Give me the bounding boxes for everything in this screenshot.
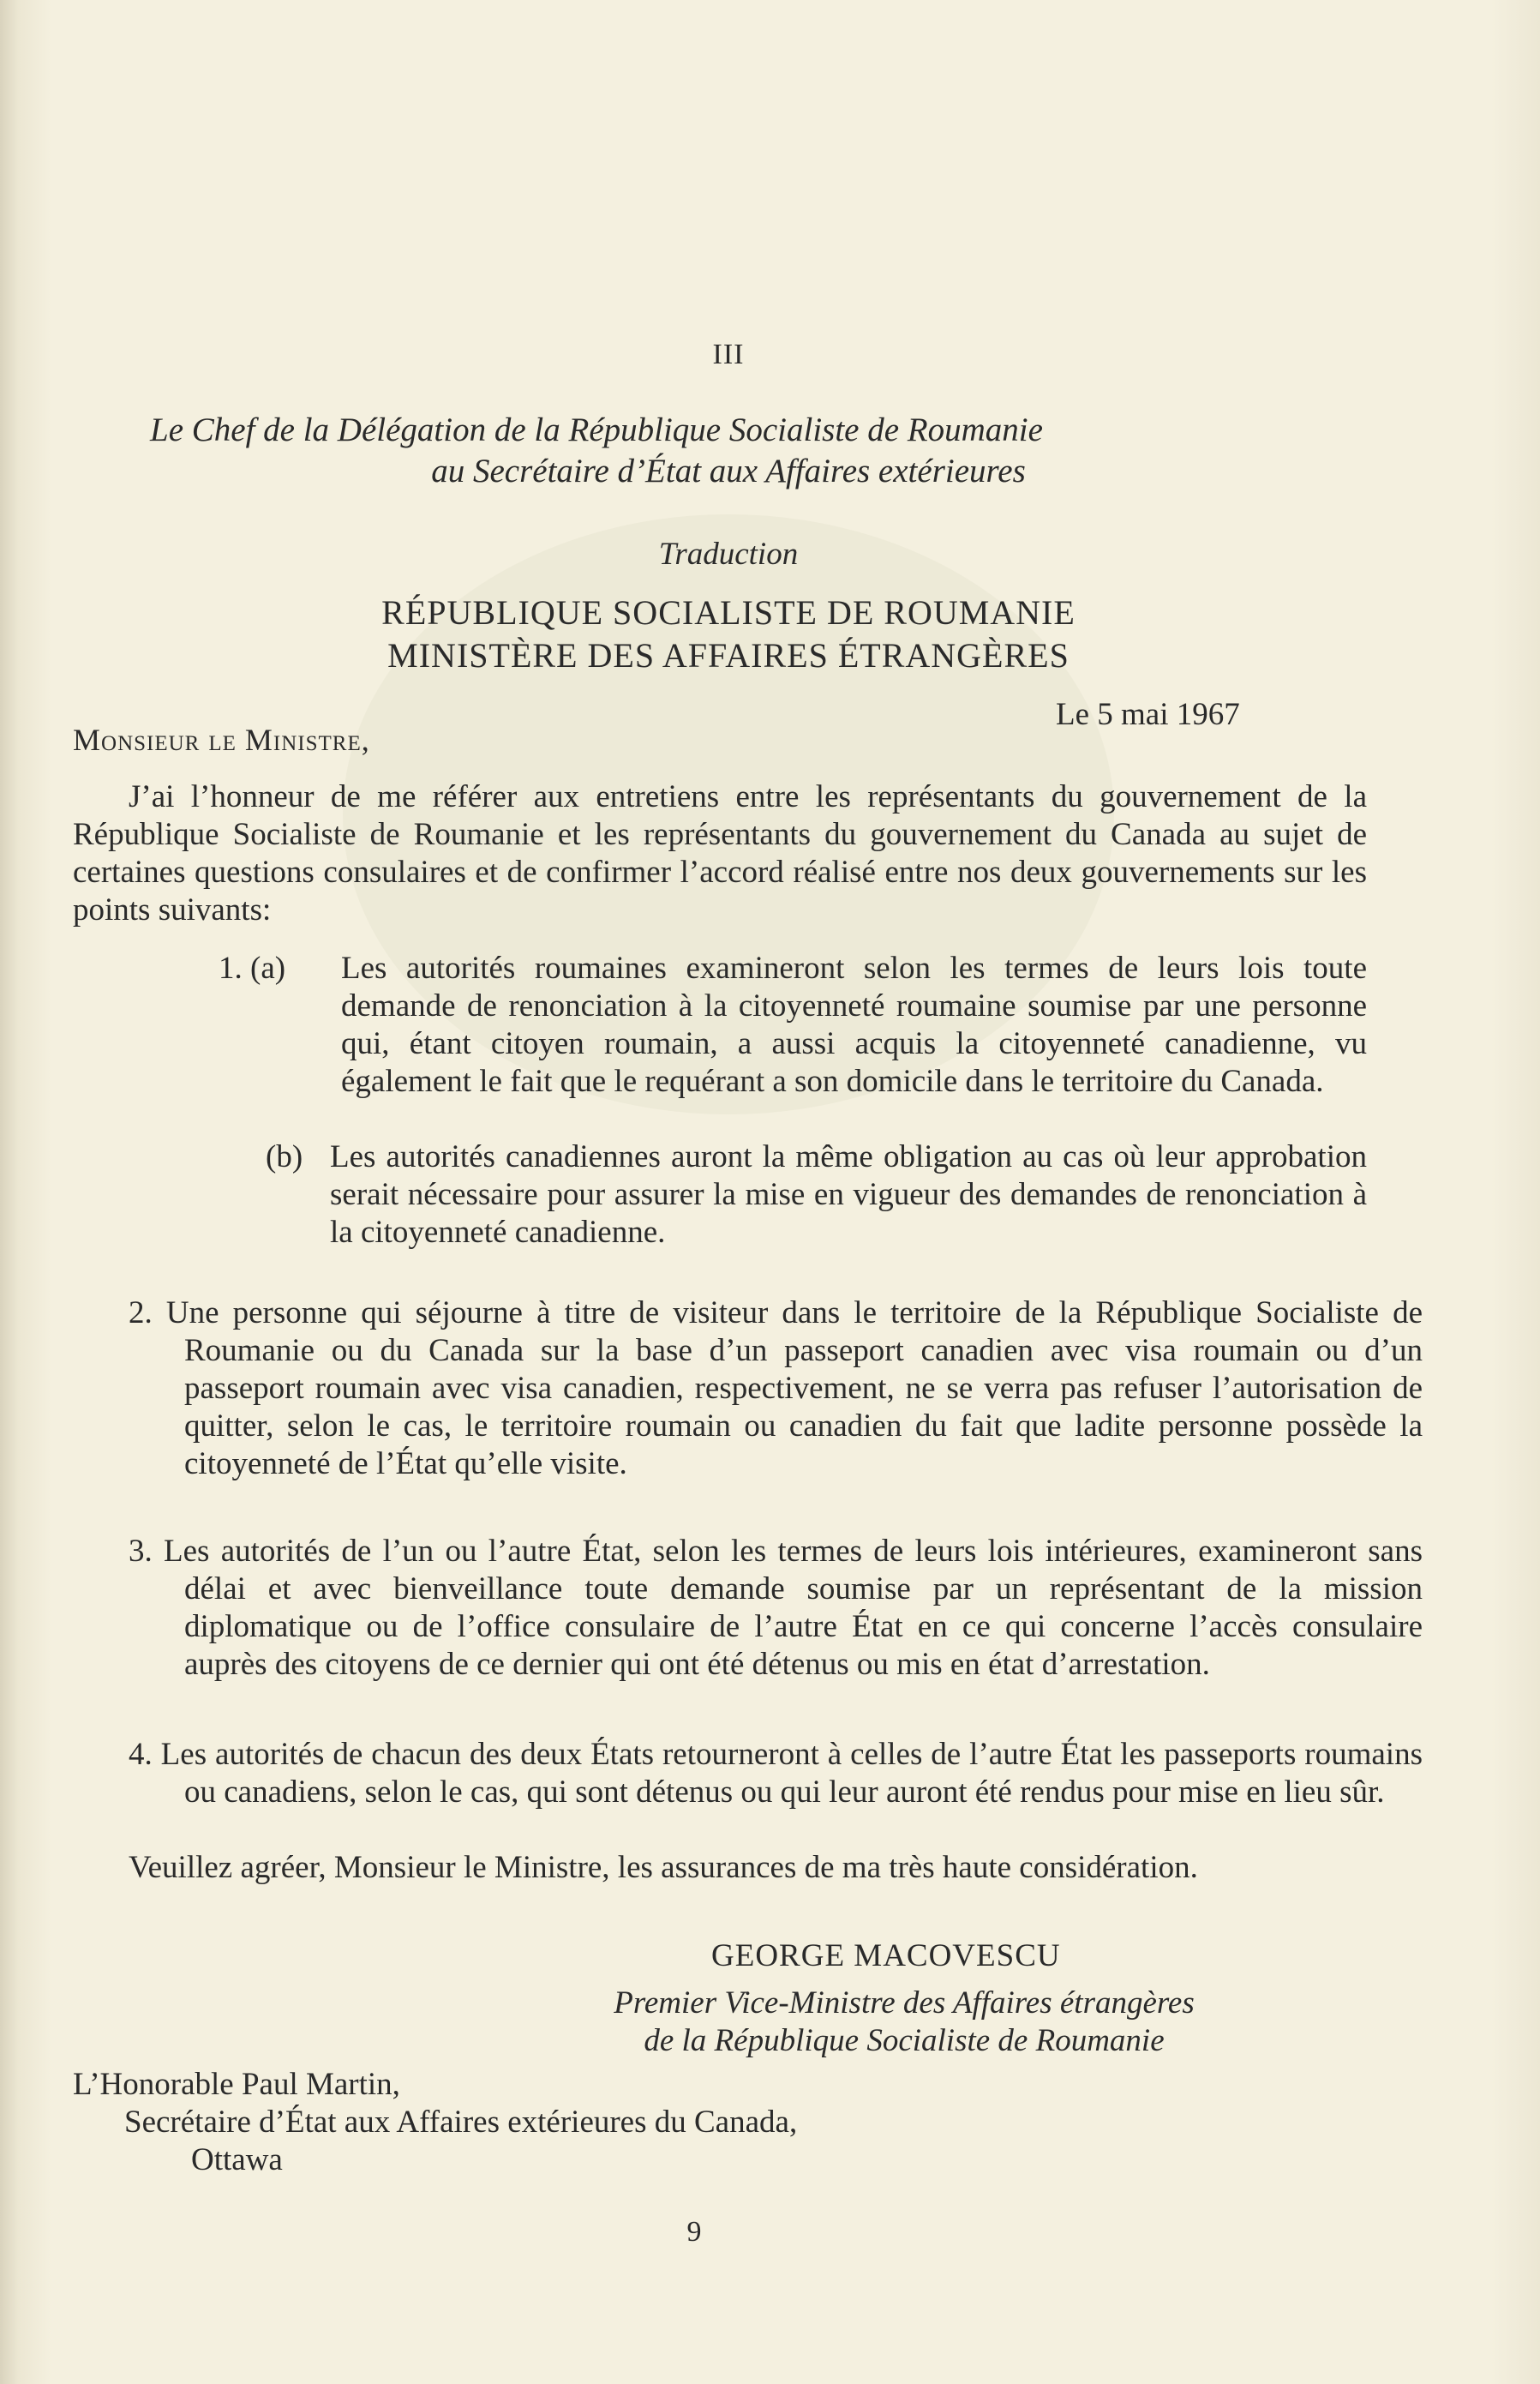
- point-1b-label: (b): [266, 1139, 303, 1174]
- page-number: 9: [686, 2216, 702, 2248]
- letterhead-line-1: RÉPUBLIQUE SOCIALISTE DE ROUMANIE: [381, 593, 1076, 632]
- letterhead-line-2: MINISTÈRE DES AFFAIRES ÉTRANGÈRES: [387, 636, 1070, 675]
- addressee-line-1: L’Honorable Paul Martin,: [73, 2067, 400, 2102]
- signatory-name: GEORGE MACOVESCU: [711, 1938, 1061, 1973]
- heading-line-2: au Secrétaire d’État aux Affaires extérieures: [431, 453, 1026, 489]
- point-4-paragraph: 4. Les autorités de chacun des deux États retourneront à celles de l’autre État les passeports roumains ou canadiens, selon le cas, qui sont détenus ou qui leur auront été rendus pour mise en lieu sûr.: [129, 1737, 1423, 1810]
- section-number: III: [712, 339, 745, 370]
- letter-date: Le 5 mai 1967: [1056, 697, 1240, 732]
- salutation: Monsieur le Ministre,: [73, 723, 370, 757]
- addressee-line-2: Secrétaire d’État aux Affaires extérieures du Canada,: [124, 2105, 798, 2140]
- point-1a-label: 1. (a): [219, 951, 286, 986]
- addressee-block: [73, 2066, 797, 2179]
- signatory-title-line-1: Premier Vice-Ministre des Affaires étrangères: [614, 1985, 1195, 2021]
- signatory-title: [518, 1985, 1290, 2060]
- signatory-title-line-2: de la République Socialiste de Roumanie: [644, 2023, 1165, 2058]
- point-3-paragraph: 3. Les autorités de l’un ou l’autre État, selon les termes de leurs lois intérieures, examineront sans délai et avec bienveillance toute demande soumise par un représentant de la mission diplomatique ou de l’office consulaire de l’autre État en ce qui concerne l’accès consulaire auprès des citoyens de ce dernier qui ont été détenus ou mis en état d’arrestation.: [129, 1534, 1423, 1682]
- letterhead: [0, 591, 1457, 677]
- addressee-line-3: Ottawa: [191, 2142, 283, 2177]
- point-1b-text: Les autorités canadiennes auront la même obligation au cas où leur approbation serait nécessaire pour assurer la mise en vigueur des demandes de renonciation à la citoyenneté canadienne.: [330, 1139, 1367, 1250]
- closing-paragraph: Veuillez agréer, Monsieur le Ministre, les assurances de ma très haute considération.: [129, 1850, 1198, 1885]
- point-2-paragraph: 2. Une personne qui séjourne à titre de visiteur dans le territoire de la République Socialiste de Roumanie ou du Canada sur la base d’un passeport canadien avec visa roumain ou d’un passeport roumain avec visa canadien, respectivement, ne se verra pas refuser l’autorisation de quitter, selon le cas, le territoire roumain ou canadien du fait que ladite personne possède la citoyenneté de l’État qu’elle visite.: [129, 1295, 1423, 1481]
- translation-note: Traduction: [658, 537, 799, 572]
- intro-paragraph: J’ai l’honneur de me référer aux entretiens entre les représentants du gouvernement de la République Socialiste de Roumanie et les représentants du gouvernement du Canada au sujet de certaines questions consulaires et de confirmer l’accord réalisé entre nos deux gouvernements sur les points suivants:: [73, 779, 1367, 928]
- heading-line-1: Le Chef de la Délégation de la République Socialiste de Roumanie: [150, 411, 1043, 448]
- point-1a-text: Les autorités roumaines examineront selon les termes de leurs lois toute demande de renonciation à la citoyenneté roumaine soumise par une personne qui, étant citoyen roumain, a aussi acquis la citoyenneté canadienne, vu également le fait que le requérant a son domicile dans le territoire du Canada.: [341, 951, 1367, 1099]
